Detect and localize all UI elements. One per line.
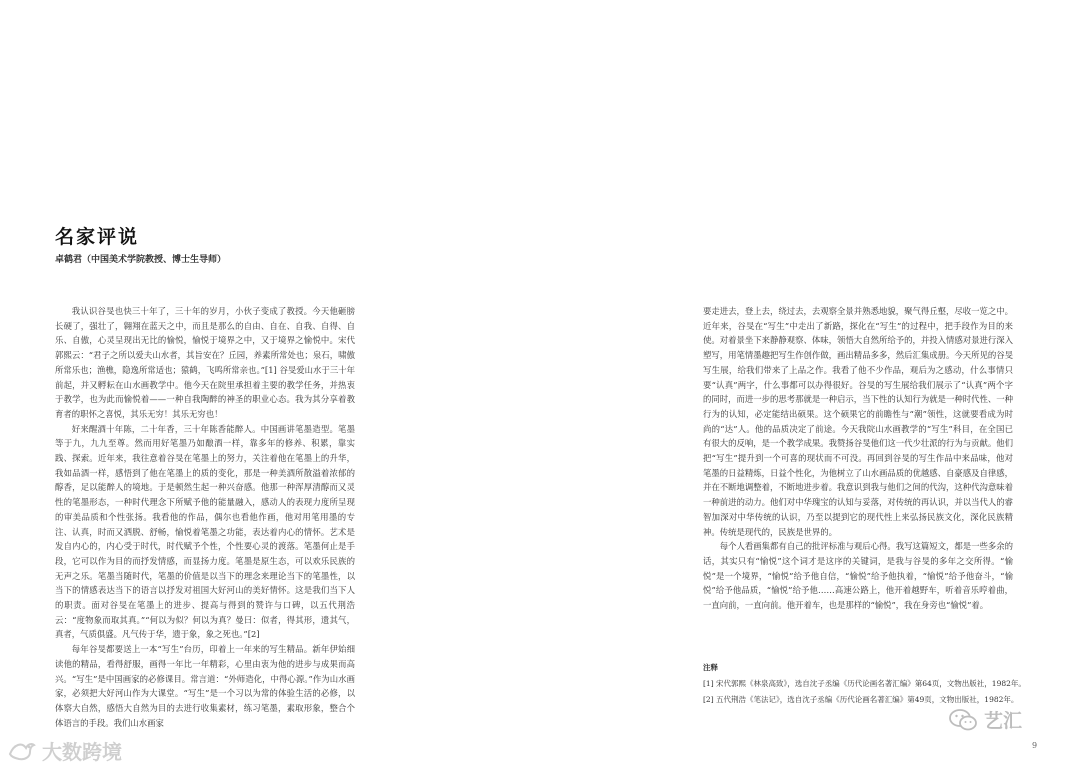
paragraph: 好来醒酒十年陈，二十年香，三十年陈香能醉人。中国画讲笔墨造型。笔墨等于九，九九至尊。然而用好笔墨乃如酿酒一样，靠多年的修养、积累，靠实践、探索。近年来，我往意着谷旻在笔墨上的努力，关注着他在笔墨上的升华，我如品酒一样，感悟到了他在笔墨上的质的变化，那是一种美酒所散溢着浓郁的醇香，足以能醉人的境地。于是顿然生起一种兴奋感。他那一种浑厚清醇而又灵性的笔墨形态，一种时代理念下所赋予他的能量融入，感动人的表现力度所呈现的审美品质和个性张扬。我看他的作品，偶尔也看他作画，他对用笔用墨的专注、认真，时而又洒脱、舒畅，愉悦着笔墨之功能，表达着内心的情怀。艺术是发自内心的，内心受于时代，时代赋予个性，个性要心灵的渡落。笔墨何止是手段，它可以作为目的而抒发情感，而显扬力度。笔墨是原生态，可以欢乐民族的无声之乐。笔墨当随时代，笔墨的价值是以当下的理念来理论当下的笔墨性，以当下的情感表达当下的语言以抒发对祖国大好河山的美好情怀。这是我们当下人的职责。面对谷旻在笔墨上的进步、提高与得到的赞许与口碑，以五代荆浩云：“度物象而取其真。”“何以为似？何以为真？曼曰：似者，得其形，遗其气，真者，气质俱盛。凡气传于华，遗于象，象之死也。”[2] <box>55 423 355 640</box>
footnote: [1] 宋代郭熙《林泉高致》，选自沈子丞编《历代论画名著汇编》第64页，文物出版社，1982年。 <box>703 679 1026 688</box>
watermark-left-text: 大数跨境 <box>42 740 122 764</box>
right-page <box>540 0 1080 768</box>
page-number: 9 <box>1032 741 1038 750</box>
right-body <box>703 304 1013 613</box>
paragraph: 要走进去，登上去，绕过去，去观察全景并熟悉地貌，聚气得丘壑，尽收一览之中。近年来，谷旻在“写生”中走出了新路，探化在“写生”的过程中，把手段作为目的来使。对着景坐下来静静观察、体味，领悟大自然所给予的，并投入情感对景进行深入塑写，用笔情墨趣把写生作创作做，画出精品多多，然后汇集成册。今天所见的谷旻写生展，给我们带来了上品之作。我看了他不少作品，观后为之感动，什么事情只要“认真”两字，什么事都可以办得很好。谷旻的写生展给我们展示了“认真”两个字的同时，而进一步的思考那就是一种启示，当下性的认知行为就是一种时代性、一种行为的认知，必定能结出硕果。这个硕果它的前瞻性与“潮”领性，这就要看成为时尚的“达”人。他的品质决定了前途。今天我院山水画教学的“写生”科目，在全国已有很大的反响，是一个教学成果。我赞扬谷旻他们这一代少壮派的行为与贡献。他们把“写生”提升到一个可喜的现状而不可没。再回到谷旻的写生作品中来品味，他对笔墨的日益精炼，日益个性化，为他树立了山水画品质的优越感、自豪感及自律感，并在不断地调整着，不断地进步着。我意识到我与他们之间的代沟，这种代沟意味着一种前进的动力。他们对中华瑰宝的认知与妥落，对传统的再认识，并以当代人的睿智加深对中华传统的认识，乃至以提到它的现代性上来弘扬民族文化，深化民族精神。传统是现代的，民族是世界的。 <box>703 306 1013 537</box>
notes-title: 注释 <box>703 663 718 672</box>
wechat-icon <box>948 708 978 732</box>
watermark-left <box>8 736 122 765</box>
footnotes <box>703 660 1033 708</box>
watermark-right <box>948 706 1022 733</box>
watermark-right-text: 艺汇 <box>984 710 1023 732</box>
page-title: 名家评说 <box>55 226 140 248</box>
paragraph: 每年谷旻都要送上一本“写生”台历，印着上一年来的写生精品。新年伊始细读他的精品，看得舒服，画得一年比一年精彩，心里由衷为他的进步与成果而高兴。“写生”是中国画家的必修课目。常言道：“外师造化，中得心源。”作为山水画家，必须把大好河山作为大课堂。“写生”是一个习以为常的体验生活的必修，以体察大自然，感悟大自然为目的去进行收集素材，练习笔墨，素取形象，整合个体语言的手段。我们山水画家 <box>55 644 355 728</box>
paragraph: 每个人看画集都有自己的批评标准与观后心得。我写这篇短文，都是一些多余的话，其实只有“愉悦”这个词才是这序的关键词，是我与谷旻的多年之交所得。“愉悦”是一个境界，“愉悦”给予他自信，“愉悦”给予他执着，“愉悦”给予他奋斗，“愉悦”给予他品质，“愉悦”给予他……高速公路上，他开着越野车，听着音乐哼着曲，一直向前，一直向前。他开着车，也是那样的“愉悦”，我在身旁也“愉悦”着。 <box>703 541 1013 611</box>
author-byline: 卓鹤君（中国美术学院教授、博士生导师） <box>55 255 227 265</box>
bird-logo-icon <box>8 740 36 762</box>
paragraph: 我认识谷旻也快三十年了，三十年的岁月，小伙子变成了教授。今天他砸膀长硬了，强壮了，翱翔在蓝天之中，而且是那么的自由、自在、自我、自得、自乐、自傲，心灵呈现出无比的愉悦，愉悦于境界之中，又于境界之愉悦中。宋代郭熙云：“君子之所以爱夫山水者，其旨安在？丘园，养素所常处也；泉石，啸傲所常乐也；渔樵，隐逸所常适也；猿鹤，飞鸣所常亲也。”[1] 谷旻爱山水于三十年前起，并又孵耘在山水画教学中。他今天在院里承担着主要的教学任务，并热衷于教学，也为此而愉悦着——一种自我陶醉的神圣的职业心态。我为其分享着教育者的职怀之喜悦，其乐无穷！其乐无穷也！ <box>55 306 355 419</box>
footnote: [2] 五代荆浩《笔法记》，选自沈子丞编《历代论画名著汇编》第49页，文物出版社，1982年。 <box>703 695 1019 704</box>
left-body <box>55 304 355 730</box>
